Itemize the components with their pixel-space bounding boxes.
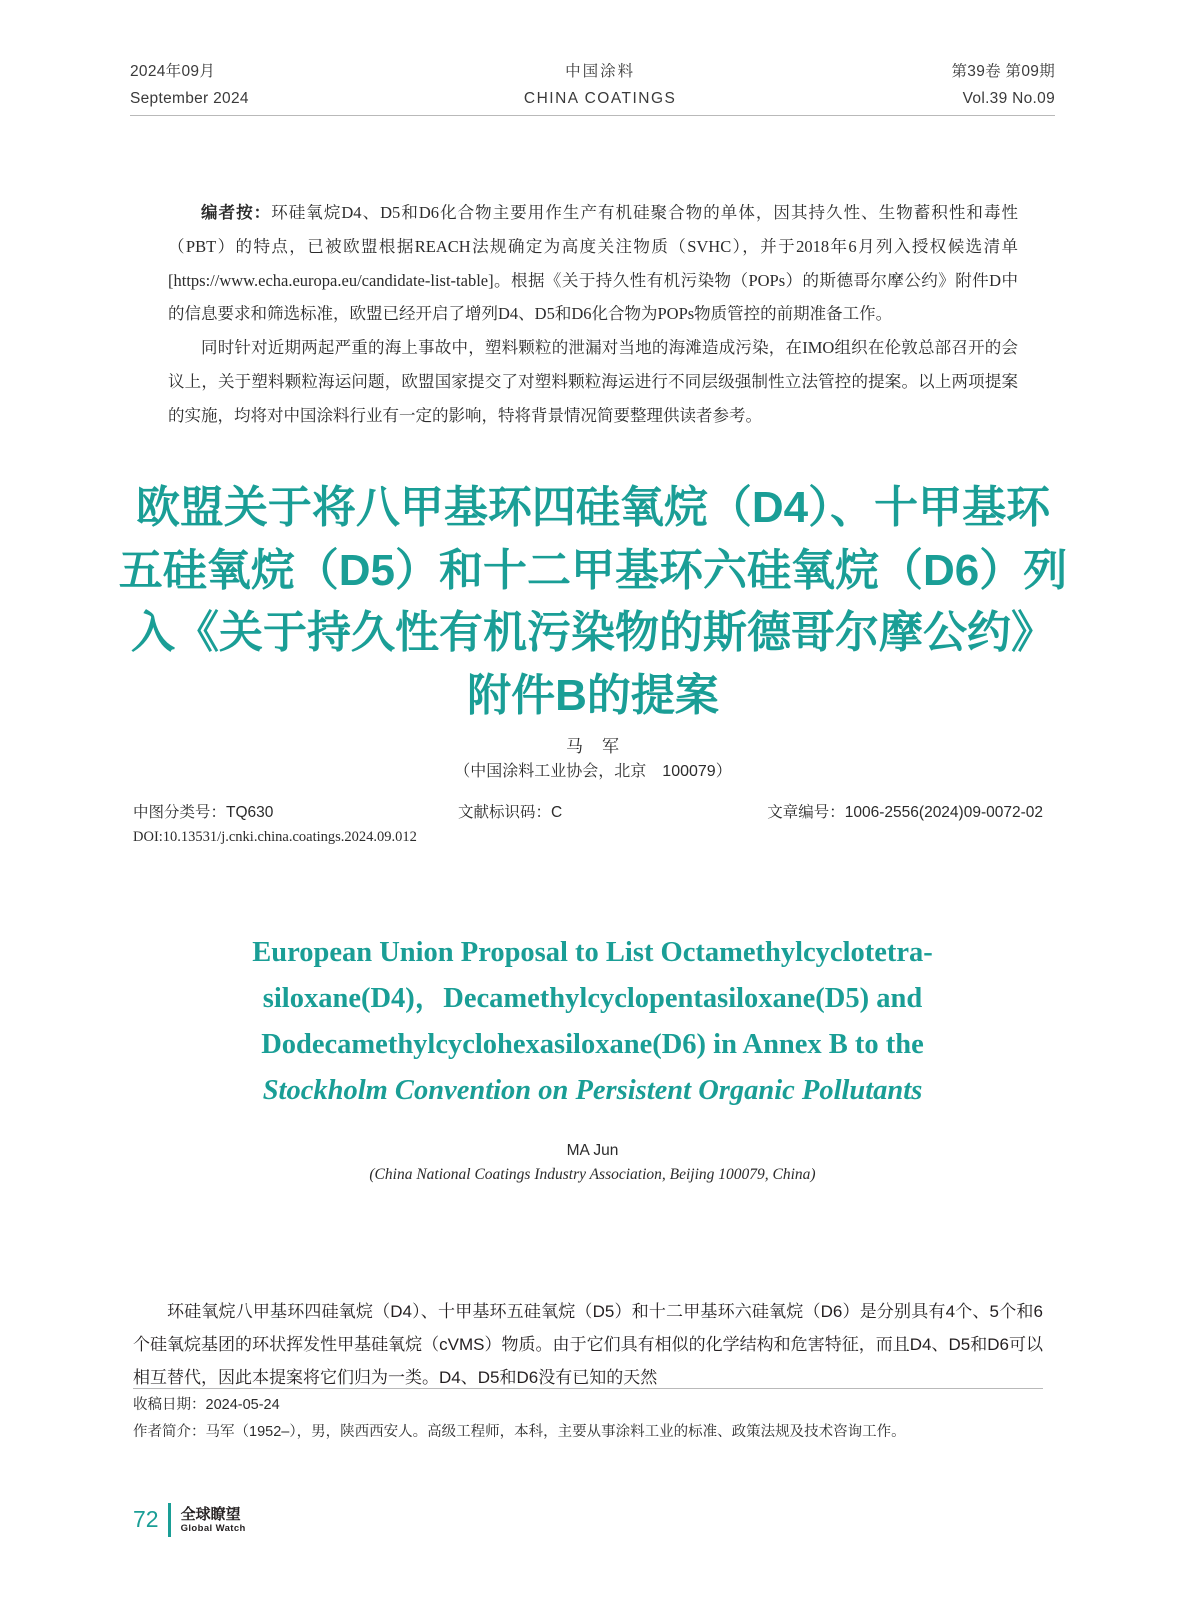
editor-note-text-1: 环硅氧烷D4、D5和D6化合物主要用作生产有机硅聚合物的单体，因其持久性、生物蓄积性和毒性（PBT）的特点，已被欧盟根据REACH法规确定为高度关注物质（SVHC），并于2018年6月列入授权候选清单[https://www.echa.europa.eu/candidate-list-table]。根据《关于持久性有机污染物（POPs）的斯德哥尔摩公约》附件D中的信息要求和筛选标准，欧盟已经开启了增列D4、D5和D6化合物为POPs物质管控的前期准备工作。 [168,203,1019,324]
editor-note [168,196,1018,433]
en-title-line-3: Dodecamethylcyclohexasiloxane(D6) in Annex B to the [261,1029,924,1061]
footnote-block [133,1392,1043,1446]
page-title-en [160,930,1025,1115]
page-number: 72 [133,1505,159,1532]
footnote-divider [133,1388,1043,1389]
running-head-left [130,58,249,112]
issue-date-en: September 2024 [130,90,249,108]
author-name-cn: 马 军 [566,737,620,756]
author-affiliation-en: (China National Coatings Industry Association, Beijing 100079, China) [369,1166,816,1183]
doi-text: DOI:10.13531/j.cnki.china.coatings.2024.09.012 [133,829,417,845]
editor-note-paragraph-2: 同时针对近期两起严重的海上事故中，塑料颗粒的泄漏对当地的海滩造成污染，在IMO组织在伦敦总部召开的会议上，关于塑料颗粒海运问题，欧盟国家提交了对塑料颗粒海运进行不同层级强制性立法管控的提案。以上两项提案的实施，均将对中国涂料行业有一定的影响，特将背景情况简要整理供读者参考。 [168,338,1018,425]
footer-section-labels [181,1506,246,1535]
page-title-cn: 欧盟关于将八甲基环四硅氧烷（D4）、十甲基环五硅氧烷（D5）和十二甲基环六硅氧烷（D6）列入《关于持久性有机污染物的斯德哥尔摩公约》附件B的提案 [118,483,1068,720]
section-name-en: Global Watch [180,1522,246,1534]
en-title-line-4-italic: Stockholm Convention on Persistent Organic Pollutants [262,1075,923,1107]
en-title-line-1: European Union Proposal to List Octamethylcyclotetra- [252,937,933,968]
author-name-en: MA Jun [566,1142,619,1159]
author-bio: 作者简介：马军（1952–），男，陕西西安人。高级工程师，本科，主要从事涂料工业的标准、政策法规及技术咨询工作。 [133,1423,906,1440]
page-footer [133,1503,246,1537]
running-head-center [249,58,952,112]
running-head [130,58,1055,112]
en-title-line-2: siloxane(D4)，Decamethylcyclopentasiloxane(D5) and [262,983,923,1015]
footer-accent-bar [168,1503,171,1537]
article-metadata-row [133,800,1043,822]
journal-name-en: CHINA COATINGS [523,90,677,108]
journal-name-cn: 中国涂料 [565,63,636,80]
volume-issue-en: Vol.39 No.09 [962,90,1055,108]
section-name-cn: 全球瞭望 [180,1505,241,1523]
header-divider [130,115,1055,116]
editor-note-lead: 编者按： [201,203,272,222]
article-number: 文章编号：1006-2556(2024)09-0072-02 [767,804,1043,821]
author-affiliation-cn: （中国涂料工业协会，北京 100079） [454,763,732,780]
clc-number: 中图分类号：TQ630 [133,804,274,821]
body-text [133,1295,1043,1394]
running-head-right [952,58,1056,112]
issue-date-cn: 2024年09月 [130,63,216,80]
editor-note-paragraph-1 [168,196,1018,331]
volume-issue-cn: 第39卷 第09期 [951,63,1055,80]
document-code: 文献标识码：C [458,804,563,821]
received-date: 收稿日期：2024-05-24 [133,1397,280,1413]
body-paragraph-1: 环硅氧烷八甲基环四硅氧烷（D4）、十甲基环五硅氧烷（D5）和十二甲基环六硅氧烷（D6）是分别具有4个、5个和6个硅氧烷基团的环状挥发性甲基硅氧烷（cVMS）物质。由于它们具有相似的化学结构和危害特征，而且D4、D5和D6可以相互替代，因此本提案将它们归为一类。D4、D5和D6没有已知的天然 [133,1302,1043,1388]
